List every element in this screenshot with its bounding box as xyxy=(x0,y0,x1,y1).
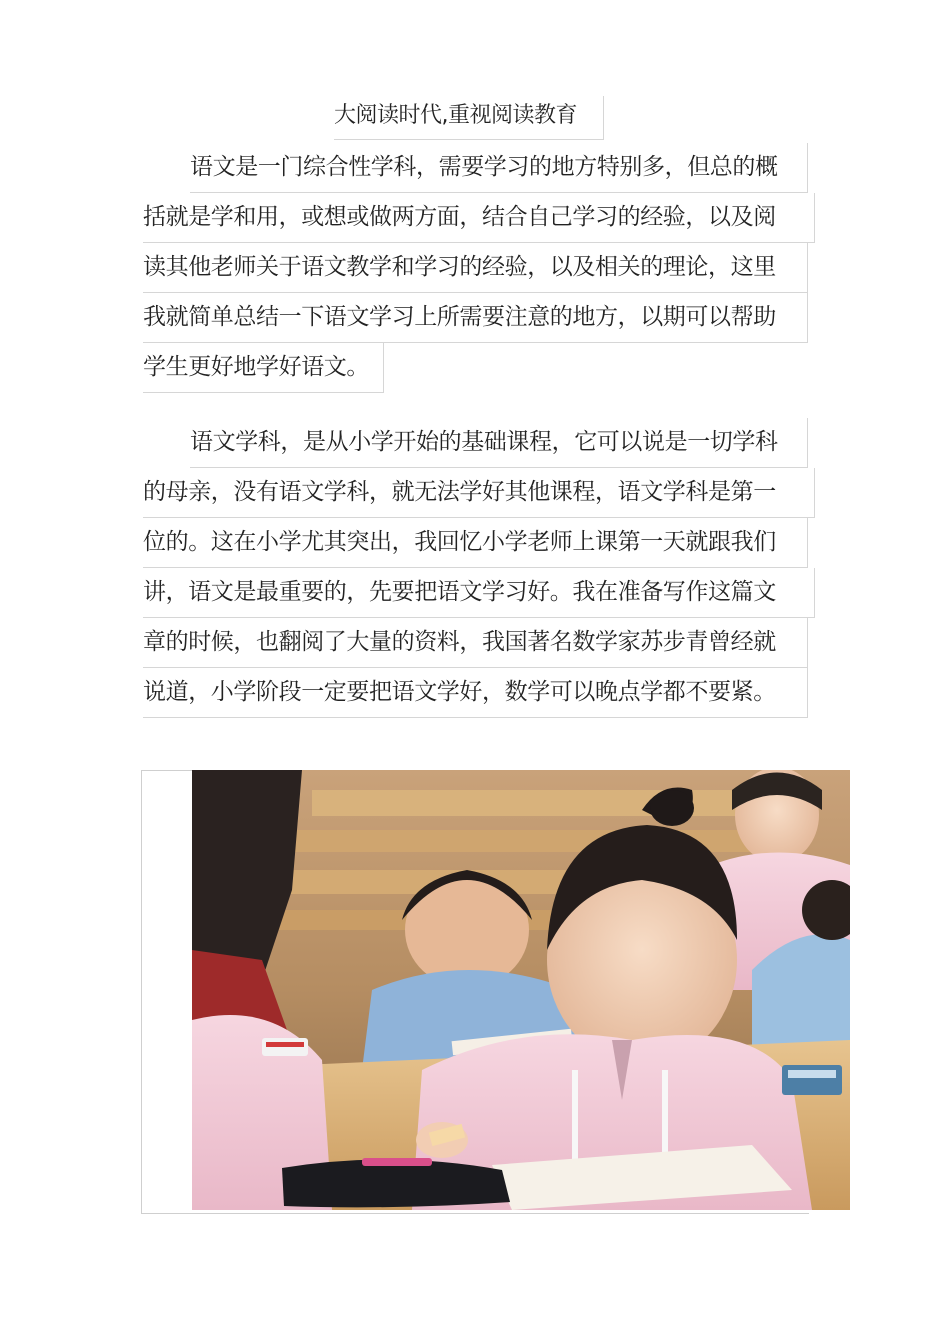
paragraph2-line: 的母亲，没有语文学科，就无法学好其他课程，语文学科是第一 xyxy=(143,468,815,518)
paragraph2-line: 讲，语文是最重要的，先要把语文学习好。我在准备写作这篇文 xyxy=(143,568,815,618)
paragraph1-line: 我就简单总结一下语文学习上所需要注意的地方，以期可以帮助 xyxy=(143,293,808,343)
paragraph1-line: 读其他老师关于语文教学和学习的经验，以及相关的理论，这里 xyxy=(143,243,808,293)
classroom-photo xyxy=(192,770,850,1210)
document-title: 大阅读时代,重视阅读教育 xyxy=(334,96,604,140)
paragraph1-line: 括就是学和用，或想或做两方面，结合自己学习的经验，以及阅 xyxy=(143,193,815,243)
paragraph1-line: 语文是一门综合性学科，需要学习的地方特别多，但总的概 xyxy=(190,143,808,193)
paragraph2-line: 说道，小学阶段一定要把语文学好，数学可以晚点学都不要紧。 xyxy=(143,668,808,718)
paragraph2-line: 位的。这在小学尤其突出，我回忆小学老师上课第一天就跟我们 xyxy=(143,518,808,568)
paragraph2-line: 章的时候，也翻阅了大量的资料，我国著名数学家苏步青曾经就 xyxy=(143,618,808,668)
paragraph2-line: 语文学科，是从小学开始的基础课程，它可以说是一切学科 xyxy=(190,418,808,468)
paragraph1-line: 学生更好地学好语文。 xyxy=(143,343,384,393)
classroom-children-writing-photo-icon xyxy=(192,770,850,1210)
